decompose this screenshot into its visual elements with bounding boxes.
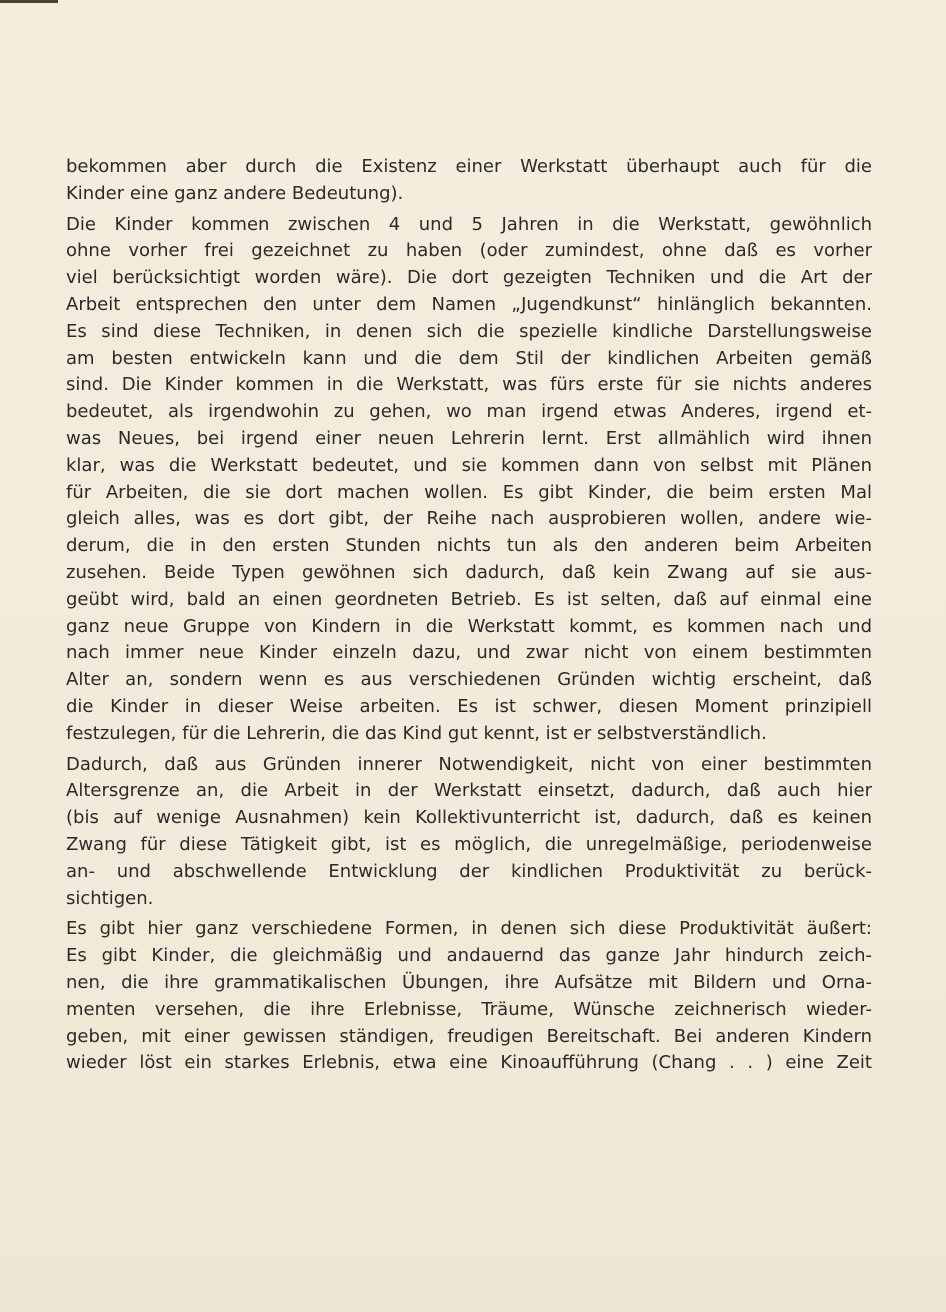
text-line: bedeutet, als irgendwohin zu gehen, wo man irgend etwas Anderes, irgend et-	[66, 401, 872, 423]
text-line: Die Kinder kommen zwischen 4 und 5 Jahren in die Werkstatt, gewöhnlich	[66, 213, 872, 235]
paragraph-1	[66, 154, 872, 208]
text-line: derum, die in den ersten Stunden nichts tun als den anderen beim Arbeiten	[66, 535, 872, 557]
text-line: wieder löst ein starkes Erlebnis, etwa eine Kinoaufführung (Chang . . ) eine Zeit	[66, 1052, 872, 1074]
paragraph-4	[66, 916, 872, 1077]
text-line: Es sind diese Techniken, in denen sich die spezielle kindliche Darstellungsweise	[66, 320, 872, 342]
text-line: viel berücksichtigt worden wäre). Die dort gezeigten Techniken und die Art der	[66, 267, 872, 289]
text-line: geübt wird, bald an einen geordneten Betrieb. Es ist selten, daß auf einmal eine	[66, 588, 872, 610]
paragraph-3	[66, 752, 872, 913]
text-line: geben, mit einer gewissen ständigen, freudigen Bereitschaft. Bei anderen Kindern	[66, 1025, 872, 1047]
text-line: nach immer neue Kinder einzeln dazu, und zwar nicht von einem bestimmten	[66, 642, 872, 664]
text-line: die Kinder in dieser Weise arbeiten. Es ist schwer, diesen Moment prinzipiell	[66, 695, 872, 717]
text-line: ganz neue Gruppe von Kindern in die Werkstatt kommt, es kommen nach und	[66, 615, 872, 637]
scan-edge-mark	[0, 0, 58, 3]
text-line: Kinder eine ganz andere Bedeutung).	[66, 182, 404, 204]
text-line: am besten entwickeln kann und die dem Stil der kindlichen Arbeiten gemäß	[66, 347, 872, 369]
text-line: ohne vorher frei gezeichnet zu haben (oder zumindest, ohne daß es vorher	[66, 240, 872, 262]
text-line: an- und abschwellende Entwicklung der kindlichen Produktivität zu berück-	[66, 860, 872, 882]
text-line: Arbeit entsprechen den unter dem Namen „Jugendkunst“ hinlänglich bekannten.	[66, 293, 872, 315]
text-line: menten versehen, die ihre Erlebnisse, Träume, Wünsche zeichnerisch wieder-	[66, 998, 872, 1020]
text-line: (bis auf wenige Ausnahmen) kein Kollektivunterricht ist, dadurch, daß es keinen	[66, 807, 872, 829]
text-line: Zwang für diese Tätigkeit gibt, ist es möglich, die unregelmäßige, periodenweise	[66, 833, 872, 855]
text-line: nen, die ihre grammatikalischen Übungen, ihre Aufsätze mit Bildern und Orna-	[66, 971, 872, 993]
text-line: Alter an, sondern wenn es aus verschiedenen Gründen wichtig erscheint, daß	[66, 669, 872, 691]
text-line: gleich alles, was es dort gibt, der Reihe nach ausprobieren wollen, andere wie-	[66, 508, 872, 530]
text-line: Es gibt hier ganz verschiedene Formen, in denen sich diese Produktivität äußert:	[66, 918, 872, 940]
text-line: zusehen. Beide Typen gewöhnen sich dadurch, daß kein Zwang auf sie aus-	[66, 561, 872, 583]
text-line: was Neues, bei irgend einer neuen Lehrerin lernt. Erst allmählich wird ihnen	[66, 427, 872, 449]
text-line: Es gibt Kinder, die gleichmäßig und andauernd das ganze Jahr hindurch zeich-	[66, 945, 872, 967]
text-line: bekommen aber durch die Existenz einer Werkstatt überhaupt auch für die	[66, 156, 872, 177]
text-line: Altersgrenze an, die Arbeit in der Werkstatt einsetzt, dadurch, daß auch hier	[66, 780, 872, 802]
text-line: Dadurch, daß aus Gründen innerer Notwendigkeit, nicht von einer bestimmten	[66, 753, 872, 775]
text-line: für Arbeiten, die sie dort machen wollen. Es gibt Kinder, die beim ersten Mal	[66, 481, 872, 503]
text-line: klar, was die Werkstatt bedeutet, und sie kommen dann von selbst mit Plänen	[66, 454, 872, 476]
body-text	[66, 154, 872, 1081]
paragraph-2	[66, 212, 872, 748]
text-line: sichtigen.	[66, 887, 154, 909]
text-line: sind. Die Kinder kommen in die Werkstatt, was fürs erste für sie nichts anderes	[66, 374, 872, 396]
text-line: festzulegen, für die Lehrerin, die das Kind gut kennt, ist er selbstverständlich.	[66, 722, 767, 744]
